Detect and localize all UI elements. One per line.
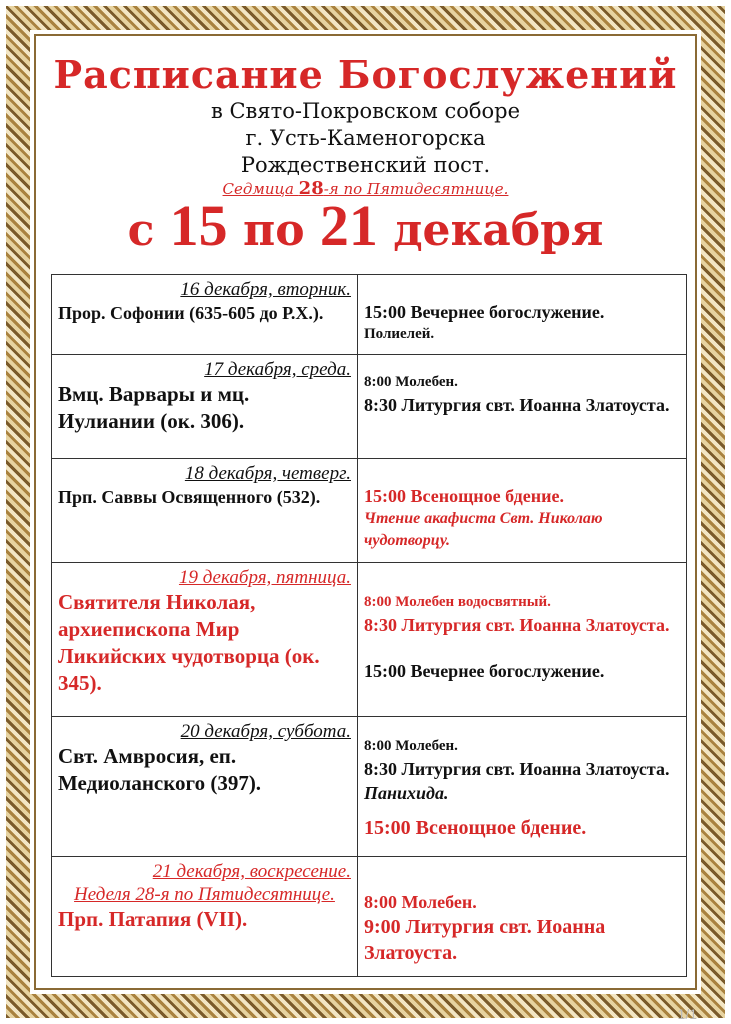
services-cell xyxy=(358,355,687,459)
table-row xyxy=(52,275,687,355)
table-row xyxy=(52,857,687,977)
saint-name: Святителя Николая, архиепископа Мир Ликийских чудотворца (ок. 345). xyxy=(58,590,320,695)
day-cell xyxy=(52,717,358,857)
service-line: 9:00 Литургия свт. Иоанна Златоуста. xyxy=(364,916,606,964)
day-label: 17 декабря, среда. xyxy=(204,359,351,380)
fast-line: Рождественский пост. xyxy=(240,153,491,177)
service-line: 15:00 Вечернее богослужение. xyxy=(364,302,605,322)
service-line: 8:00 Молебен. xyxy=(364,738,458,754)
service-line: 8:30 Литургия свт. Иоанна Златоуста. Панихида. xyxy=(364,759,670,803)
week-line: Седмица 28-я по Пятидесятнице. xyxy=(222,178,509,199)
service-line: 8:00 Молебен водосвятный. xyxy=(364,594,551,610)
service-line: 8:00 Молебен. xyxy=(364,374,458,390)
table-row xyxy=(52,459,687,563)
saint-name: Прп. Саввы Освященного (532). xyxy=(58,487,321,507)
city-line: г. Усть-Каменогорска xyxy=(245,126,486,150)
day-cell xyxy=(52,857,358,977)
service-line: Чтение акафиста Свт. Николаю чудотворцу. xyxy=(364,510,603,549)
saint-name: Вмц. Варвары и мц. Иулиании (ок. 306). xyxy=(58,382,250,433)
day-label: 19 декабря, пятница. xyxy=(178,567,351,588)
page-title: Расписание Богослужений xyxy=(53,52,678,97)
day-cell xyxy=(52,275,358,355)
services-cell xyxy=(358,275,687,355)
service-line: Полиелей. xyxy=(364,326,435,342)
service-line: 8:30 Литургия свт. Иоанна Златоуста. xyxy=(364,395,670,415)
day-label: 16 декабря, вторник. xyxy=(180,279,351,300)
services-cell xyxy=(358,563,687,717)
cathedral-line: в Свято-Покровском соборе xyxy=(210,99,521,123)
saint-name: Свт. Амвросия, еп. Медиоланского (397). xyxy=(58,744,262,795)
date-range: с 15 по 21 декабря xyxy=(127,193,604,258)
page-number: 1/1 xyxy=(677,1006,697,1022)
service-line: 8:00 Молебен. xyxy=(364,892,477,912)
week-label: Неделя 28-я по Пятидесятнице. xyxy=(74,884,335,905)
service-line: 15:00 Вечернее богослужение. xyxy=(364,661,605,681)
day-cell xyxy=(52,355,358,459)
service-line: 15:00 Всенощное бдение. xyxy=(364,486,565,506)
schedule-header xyxy=(40,52,691,262)
table-row xyxy=(52,355,687,459)
day-label: 21 декабря, воскресение. xyxy=(152,861,351,882)
day-cell xyxy=(52,563,358,717)
service-line: 8:30 Литургия свт. Иоанна Златоуста. xyxy=(364,615,670,635)
saint-name: Прор. Софонии (635-605 до Р.Х.). xyxy=(58,303,324,323)
services-cell xyxy=(358,717,687,857)
day-label: 20 декабря, суббота. xyxy=(180,721,351,742)
day-label: 18 декабря, четверг. xyxy=(184,463,351,484)
schedule-table xyxy=(51,274,687,977)
table-row xyxy=(52,717,687,857)
services-cell xyxy=(358,857,687,977)
service-line: 15:00 Всенощное бдение. xyxy=(364,817,587,839)
table-row xyxy=(52,563,687,717)
saint-name: Прп. Патапия (VII). xyxy=(58,907,248,931)
services-cell xyxy=(358,459,687,563)
day-cell xyxy=(52,459,358,563)
